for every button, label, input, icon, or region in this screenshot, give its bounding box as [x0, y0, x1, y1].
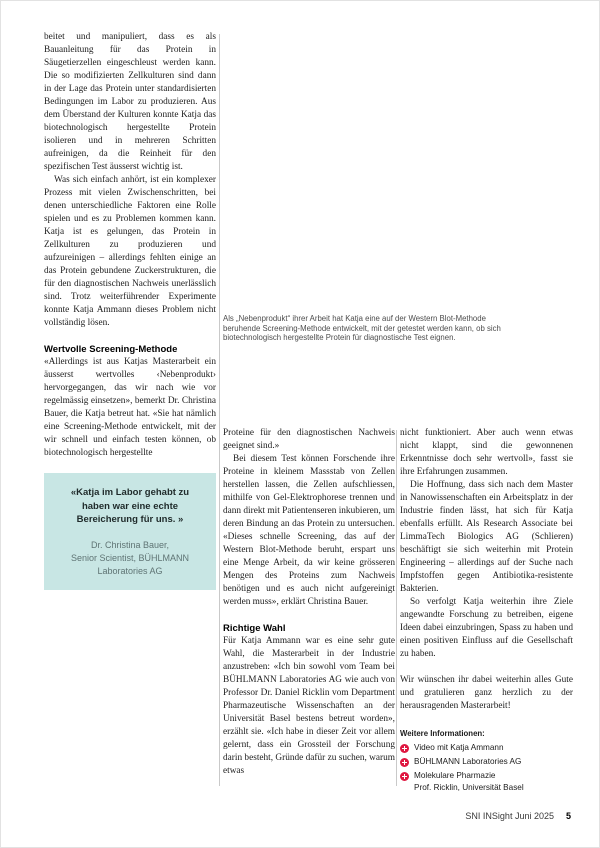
column-divider-right	[396, 430, 397, 786]
paragraph: «Allerdings ist aus Katjas Masterarbeit ein äusserst wertvolles ‹Nebenprodukt› hervorgegangen, das wir nach wie vor regelmässig einsetzen», bemerkt Dr. Christina Bauer, die Katja betreut hat. «Sie hat nämlich eine Screening-Methode entwickelt, mit der wir schnell und einfach testen können, ob biotechnologisch hergestellte	[44, 357, 216, 458]
plus-circle-icon	[400, 772, 409, 781]
paragraph: beitet und manipuliert, dass es als Bauanleitung für das Protein in Säugetierzellen eingeschleust werden kann. Die so modifizierten Zellkulturen sind dann in der Lage das Protein unter standardisierten Bedingungen im Labor zu produzieren. Aus dem Überstand der Kulturen konnte Katja das biotechnologisch hergestellte Protein isolieren und in mehreren Schritten aufreinigen, da die Reinheit für den spezifischen Test äusserst wichtig ist.	[44, 32, 216, 172]
image-caption: Als „Nebenprodukt“ ihrer Arbeit hat Katja eine auf der Western Blot-Methode beruhende Screening-Methode entwickelt, mit der getestet werden kann, ob sich biotechnologisch hergestellte Protein für diagnostische Test eignen.	[223, 314, 501, 342]
link-molekulare-pharmazie[interactable]: Molekulare Pharmazie	[400, 771, 573, 781]
paragraph: Die Hoffnung, dass sich nach dem Master in Nanowissenschaften ein Arbeitsplatz in der Industrie finden lässt, hat sich für Katja ebenfalls erfüllt. Als Research Associate bei LimmaTech Biologics AG (Schlieren) beschäftigt sie sich weiterhin mit Protein Engineering – allerdings auf der Suche nach Impfstoffen gegen Antibiotika-resistente Bakterien.	[400, 480, 573, 594]
section-heading-wahl: Richtige Wahl	[223, 623, 286, 634]
paragraph: Für Katja Ammann war es eine sehr gute Wahl, die Masterarbeit in der Industrie anzustreben: «Ich bin sowohl vom Team bei BÜHLMANN Laboratories AG wie auch von Professor Dr. Daniel Ricklin vom Department Pharmazeutische Wissenschaften an der Universität Basel bestens betreut worden», erzählt sie. «Ich habe in dieser Zeit vor allem gelernt, dass ein Grossteil der Forschung darin besteht, Gründe dafür zu suchen, warum etwas	[223, 636, 395, 776]
paragraph: So verfolgt Katja weiterhin ihre Ziele angewandte Forschung zu betreiben, eigene Ideen dabei einzubringen, Spass zu haben und einen positiven Einfluss auf die Gesellschaft zu haben.	[400, 597, 573, 659]
more-information-heading: Weitere Informationen:	[400, 729, 485, 738]
publication-name: SNI INSight Juni 2025	[465, 811, 554, 821]
closing-paragraph: Wir wünschen ihr dabei weiterhin alles Gute und gratulieren ganz herzlich zu der herausragenden Masterarbeit!	[400, 675, 573, 711]
paragraph: Bei diesem Test können Forschende ihre Proteine in kleinem Massstab von Zellen herstellen lassen, die Zellen aufschliessen, mithilfe von Gel-Elektrophorese trennen und dann direkt mit Patientenseren inkubieren, um deren Bindung an das Protein zu untersuchen. «Dieses schnelle Screening, das auf der Western Blot-Methode beruht, erspart uns eine Menge Arbeit, da wir keine grösseren Mengen des Proteins zum Nachweis benötigen und es auch nicht aufgereinigt werden muss», erklärt Christina Bauer.	[223, 454, 395, 607]
pull-quote-box	[44, 473, 216, 590]
page-footer	[465, 811, 571, 821]
column-3	[400, 427, 573, 797]
plus-circle-icon	[400, 744, 409, 753]
pull-quote-attribution: Dr. Christina Bauer, Senior Scientist, BÜHLMANN Laboratories AG	[70, 539, 190, 576]
plus-circle-icon	[400, 758, 409, 767]
pull-quote-text: «Katja im Labor gehabt zu haben war eine echte Bereicherung für uns. »	[70, 487, 190, 525]
link-buhlmann-laboratories[interactable]: BÜHLMANN Laboratories AG	[400, 757, 573, 767]
link-video-katja-ammann[interactable]: Video mit Katja Ammann	[400, 743, 573, 753]
paragraph: Proteine für den diagnostischen Nachweis geeignet sind.»	[223, 428, 395, 451]
paragraph: Was sich einfach anhört, ist ein komplexer Prozess mit vielen Zwischenschritten, bei denen unterschiedliche Faktoren eine Rolle spielen und es zu Problemen kommen kann. Katja ist es gelungen, das Protein in Zellkulturen zu produzieren und aufzureinigen – allerdings fehlten einige an das Protein gebundene Zuckerstrukturen, die für den diagnostischen Nachweis unerlässlich sind. Trotz weiterführender Experimente konnte Katja Ammann dieses Problem nicht vollständig lösen.	[44, 175, 216, 328]
page-number: 5	[565, 811, 571, 821]
column-divider-left	[219, 34, 220, 786]
section-heading-screening: Wertvolle Screening-Methode	[44, 344, 178, 355]
more-information-section	[400, 729, 573, 793]
paragraph: nicht funktioniert. Aber auch wenn etwas nicht klappt, sind die gewonnenen Erkenntnisse doch sehr wertvoll», fasst sie ihre Erfahrungen zusammen.	[400, 428, 573, 477]
link-molekulare-pharmazie-subline: Prof. Ricklin, Universität Basel	[414, 783, 524, 792]
column-1	[44, 31, 216, 590]
column-2	[223, 427, 395, 778]
